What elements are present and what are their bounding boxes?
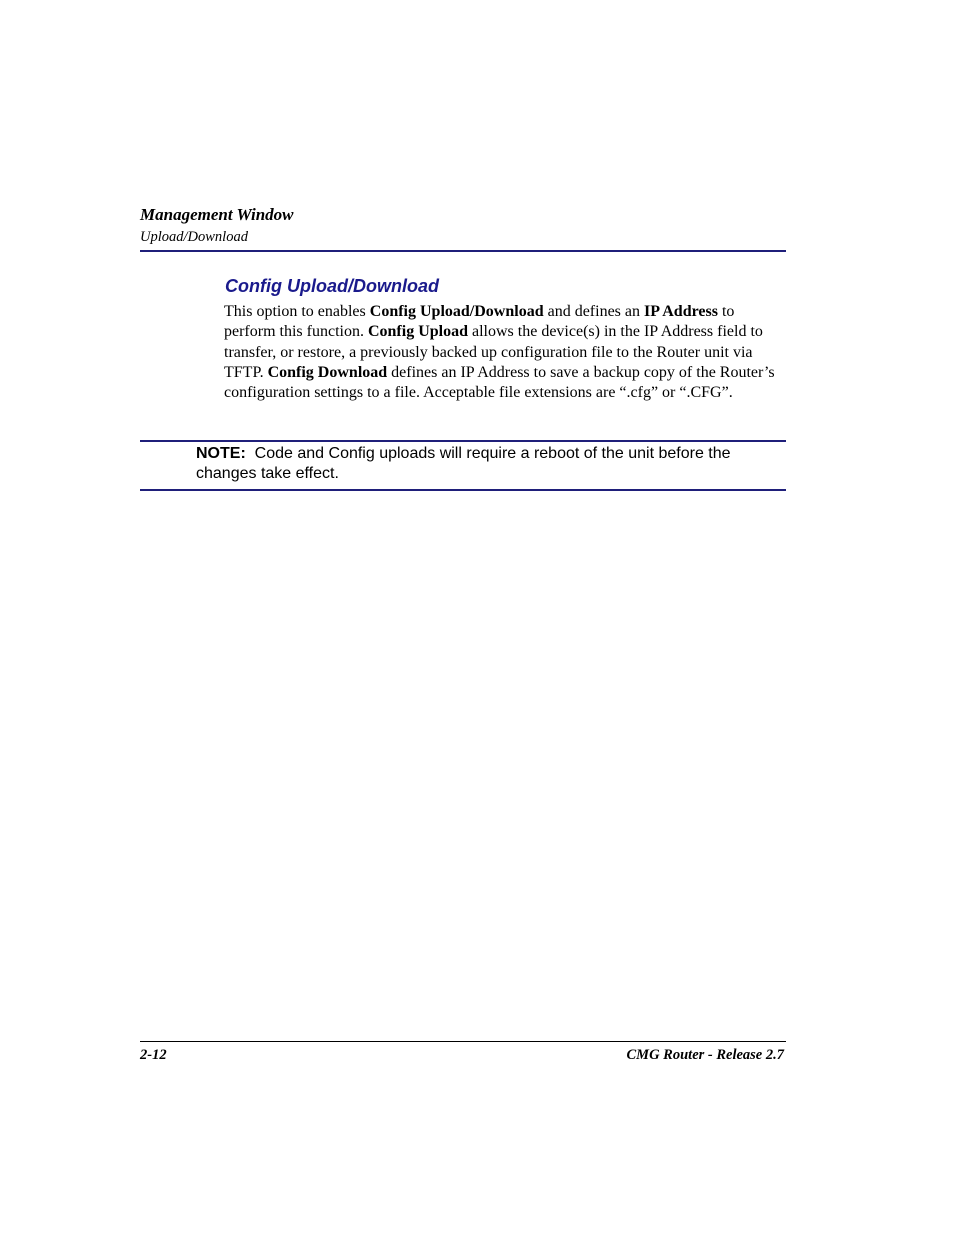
paragraph-bold-term: IP Address bbox=[644, 303, 718, 320]
page-number: 2-12 bbox=[140, 1047, 167, 1063]
note-top-divider bbox=[140, 440, 786, 442]
footer-divider bbox=[140, 1041, 786, 1042]
paragraph-bold-term: Config Upload bbox=[367, 323, 468, 341]
running-header-subtitle: Upload/Download bbox=[140, 229, 248, 245]
paragraph-text: defines an IP Address to save a backup copy of the Router’s configuration settings to a file. Acceptable file extensions are “.cfg” or “.CFG”. bbox=[224, 363, 775, 402]
header-divider bbox=[140, 250, 786, 252]
paragraph-text: and defines an bbox=[543, 303, 644, 320]
running-header-title: Management Window bbox=[140, 205, 294, 224]
product-release: CMG Router - Release 2.7 bbox=[626, 1047, 784, 1063]
note-label: NOTE: bbox=[196, 445, 246, 462]
paragraph-bold-term: Config Upload/Download bbox=[369, 303, 544, 320]
paragraph-text: This option to enables bbox=[224, 303, 370, 320]
paragraph-bold-term: Config Download bbox=[267, 363, 388, 381]
paragraph-text: allows the device(s) in the IP Address field to transfer, or restore, a previously backed up configuration file to the Router unit via TFTP. bbox=[224, 323, 763, 381]
note-text: Code and Config uploads will require a reboot of the unit before the changes take effect. bbox=[196, 445, 735, 482]
section-title: Config Upload/Download bbox=[225, 276, 439, 296]
paragraph-text: to perform this function. bbox=[224, 303, 735, 341]
note-box bbox=[196, 444, 786, 484]
note-bottom-divider bbox=[140, 489, 786, 491]
section-paragraph bbox=[224, 302, 786, 403]
